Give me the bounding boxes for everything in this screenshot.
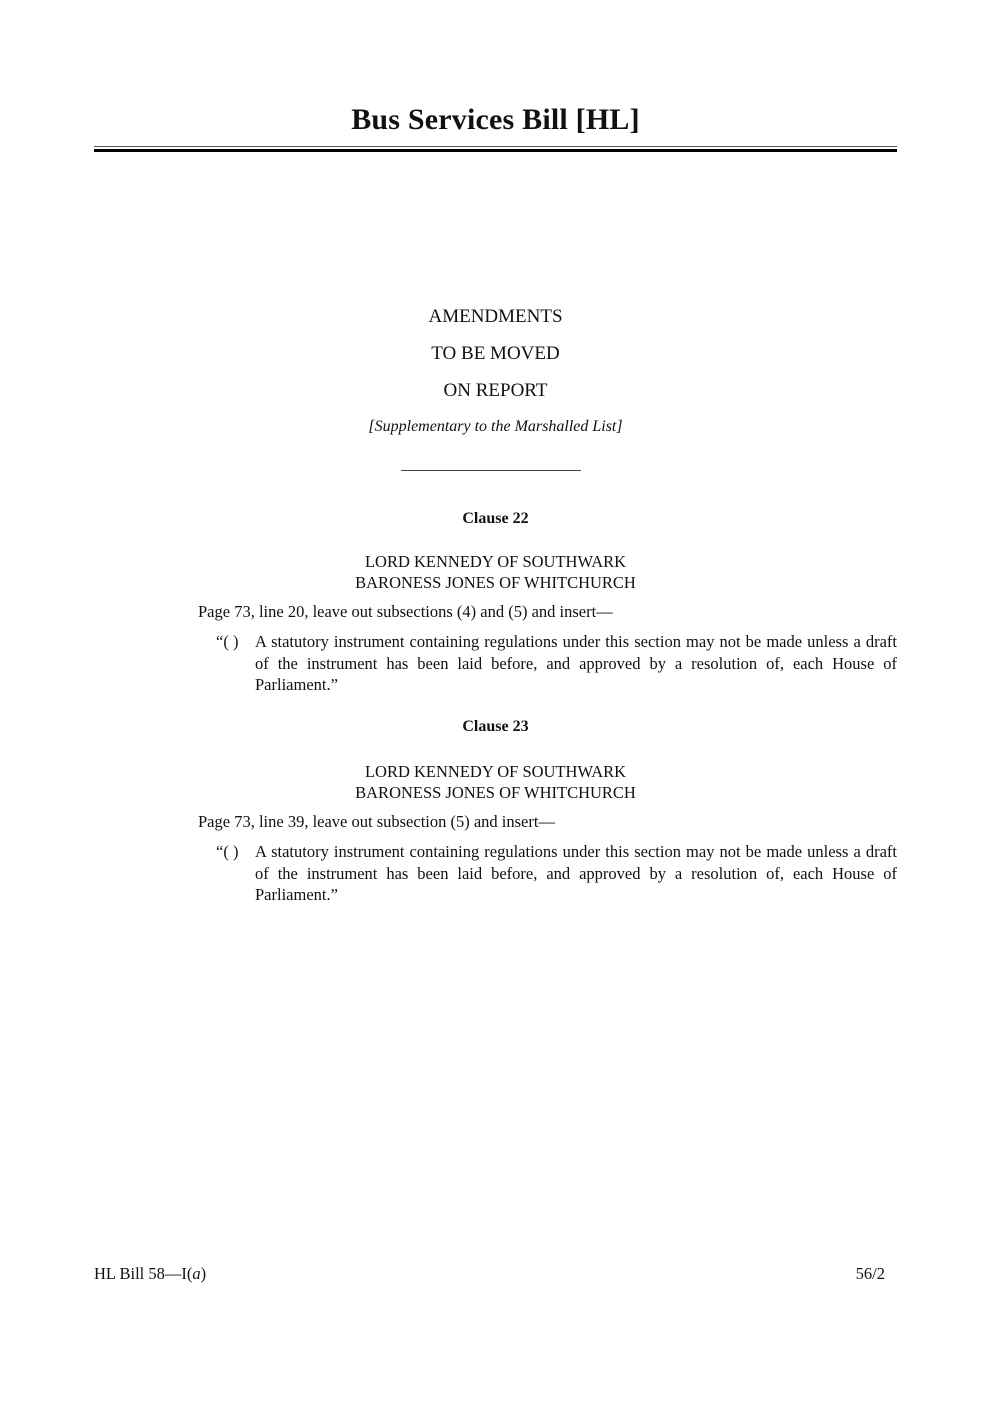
subtitle: [Supplementary to the Marshalled List] bbox=[368, 418, 623, 435]
bill-reference bbox=[94, 1264, 206, 1284]
amendment-instruction: Page 73, line 39, leave out subsection (5) and insert— bbox=[198, 812, 555, 831]
amendment-body: A statutory instrument containing regulations under this section may not be made unless a draft of the instrument has been laid before, and approved by a resolution of, each House of Parliament.” bbox=[255, 632, 897, 694]
amendment-text bbox=[216, 841, 897, 906]
section-divider bbox=[401, 470, 581, 471]
heading-to-be-moved: TO BE MOVED bbox=[431, 343, 560, 364]
sponsor-names bbox=[0, 551, 991, 593]
title-rule-thin bbox=[94, 146, 897, 147]
sponsor: LORD KENNEDY OF SOUTHWARK bbox=[364, 552, 627, 571]
heading-on-report: ON REPORT bbox=[443, 380, 548, 401]
amendment-text bbox=[216, 631, 897, 696]
amendment-instruction: Page 73, line 20, leave out subsections (4) and (5) and insert— bbox=[198, 602, 613, 621]
sponsor: BARONESS JONES OF WHITCHURCH bbox=[355, 573, 636, 592]
quote-mark: “( ) bbox=[216, 632, 239, 651]
quote-mark: “( ) bbox=[216, 842, 239, 861]
sponsor: LORD KENNEDY OF SOUTHWARK bbox=[364, 762, 627, 781]
sponsor: BARONESS JONES OF WHITCHURCH bbox=[355, 783, 636, 802]
sponsor-names bbox=[0, 761, 991, 803]
clause-heading: Clause 22 bbox=[462, 510, 529, 527]
bill-ref-suffix: ) bbox=[200, 1264, 207, 1283]
bill-ref-prefix: HL Bill 58—I( bbox=[94, 1264, 193, 1283]
document-title: Bus Services Bill [HL] bbox=[351, 103, 640, 136]
bill-ref-italic: a bbox=[192, 1264, 201, 1283]
clause-heading: Clause 23 bbox=[462, 718, 529, 735]
heading-amendments: AMENDMENTS bbox=[428, 306, 563, 327]
page-reference: 56/2 bbox=[855, 1264, 885, 1283]
amendment-body: A statutory instrument containing regulations under this section may not be made unless a draft of the instrument has been laid before, and approved by a resolution of, each House of Parliament.” bbox=[255, 842, 897, 904]
title-rule-thick bbox=[94, 149, 897, 152]
